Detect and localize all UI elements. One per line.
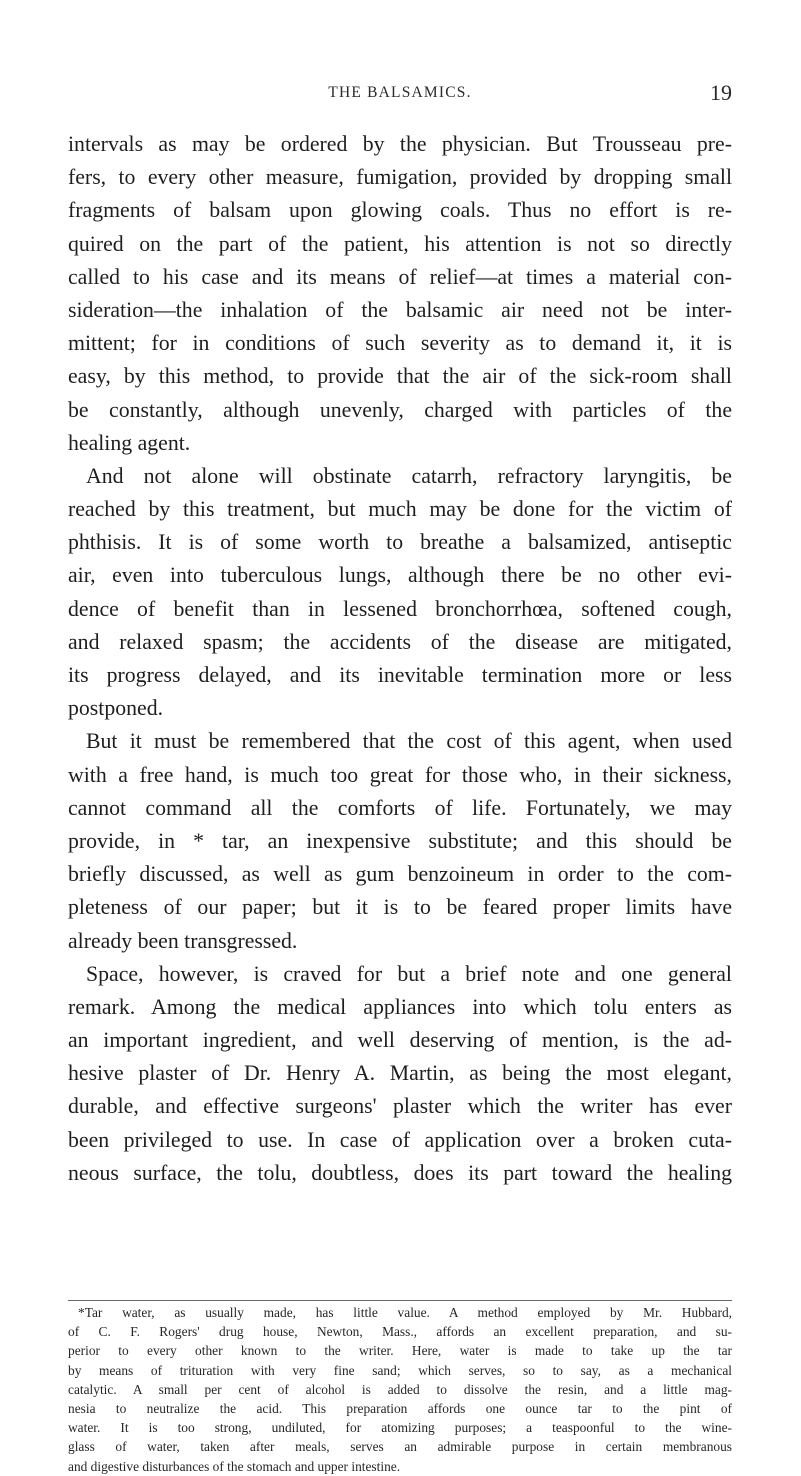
text-line: dence of benefit than in lessened bronchorrhœa, softened cough, [68,596,732,621]
footnote-line: by means of trituration with very fine sand; which serves, so to say, as a mechanical [68,1362,732,1378]
footnote-rule [68,1300,732,1301]
paragraph-start-line: Space, however, is craved for but a brief note and one general [86,961,732,986]
footnote-line: catalytic. A small per cent of alcohol is added to dissolve the resin, and a little mag- [68,1381,732,1397]
text-line: fers, to every other measure, fumigation, provided by dropping small [68,165,732,190]
text-line: fragments of balsam upon glowing coals. Thus no effort is re- [68,198,732,223]
text-line: called to his case and its means of relief—at times a material con- [68,264,732,289]
text-line: mittent; for in conditions of such severity as to demand it, it is [68,331,732,356]
text-line: quired on the part of the patient, his attention is not so directly [68,231,732,256]
text-line: be constantly, although unevenly, charged with particles of the [68,397,732,422]
running-title: THE BALSAMICS. [328,84,472,101]
footnote [68,1303,732,1476]
page-number: 19 [710,80,732,105]
text-line: provide, in * tar, an inexpensive substitute; and this should be [68,828,732,853]
footnote-line: and digestive disturbances of the stomach and upper intestine. [68,1458,401,1474]
footnote-line: *Tar water, as usually made, has little value. A method employed by Mr. Hubbard, [78,1305,732,1320]
footnote-line: nesia to neutralize the acid. This preparation affords one ounce tar to the pint of [68,1400,732,1416]
text-line: phthisis. It is of some worth to breathe a balsamized, antiseptic [68,530,732,555]
text-line: intervals as may be ordered by the physician. But Trousseau pre- [68,132,732,156]
body-text [68,128,732,1190]
text-line: already been transgressed. [68,928,298,953]
text-line: and relaxed spasm; the accidents of the disease are mitigated, [68,629,732,654]
text-line: sideration—the inhalation of the balsamic air need not be inter- [68,297,732,322]
text-line: postponed. [68,696,164,721]
footnote-line: water. It is too strong, undiluted, for atomizing purposes; a teaspoonful to the wine- [68,1420,732,1436]
text-line: durable, and effective surgeons' plaster which the writer has ever [68,1094,732,1119]
text-line: its progress delayed, and its inevitable termination more or less [68,663,732,687]
paragraph-start-line: But it must be remembered that the cost of this agent, when used [86,729,732,754]
text-line: remark. Among the medical appliances into which tolu enters as [68,994,732,1019]
text-line: easy, by this method, to provide that the air of the sick-room shall [68,364,732,389]
text-line: an important ingredient, and well deserving of mention, is the ad- [68,1028,732,1053]
text-line: with a free hand, is much too great for those who, in their sickness, [68,762,732,787]
text-line: healing agent. [68,430,191,455]
running-header [68,80,732,110]
text-line: air, even into tuberculous lungs, although there be no other evi- [68,563,732,588]
text-line: neous surface, the tolu, doubtless, does its part toward the healing [68,1160,732,1185]
text-line: pleteness of our paper; but it is to be feared proper limits have [68,895,732,920]
paragraph-start-line: And not alone will obstinate catarrh, refractory laryngitis, be [86,463,732,488]
text-line: been privileged to use. In case of application over a broken cuta- [68,1127,732,1152]
text-line: briefly discussed, as well as gum benzoineum in order to the com- [68,862,732,887]
footnote-line: perior to every other known to the writer. Here, water is made to take up the tar [68,1343,732,1359]
footnote-line: of C. F. Rogers' drug house, Newton, Mass., affords an excellent preparation, and su- [68,1324,732,1340]
footnote-line: glass of water, taken after meals, serves an admirable purpose in certain membranous [68,1439,732,1455]
text-line: reached by this treatment, but much may be done for the victim of [68,497,732,522]
text-line: cannot command all the comforts of life. Fortunately, we may [68,795,732,820]
text-line: hesive plaster of Dr. Henry A. Martin, as being the most elegant, [68,1061,732,1086]
